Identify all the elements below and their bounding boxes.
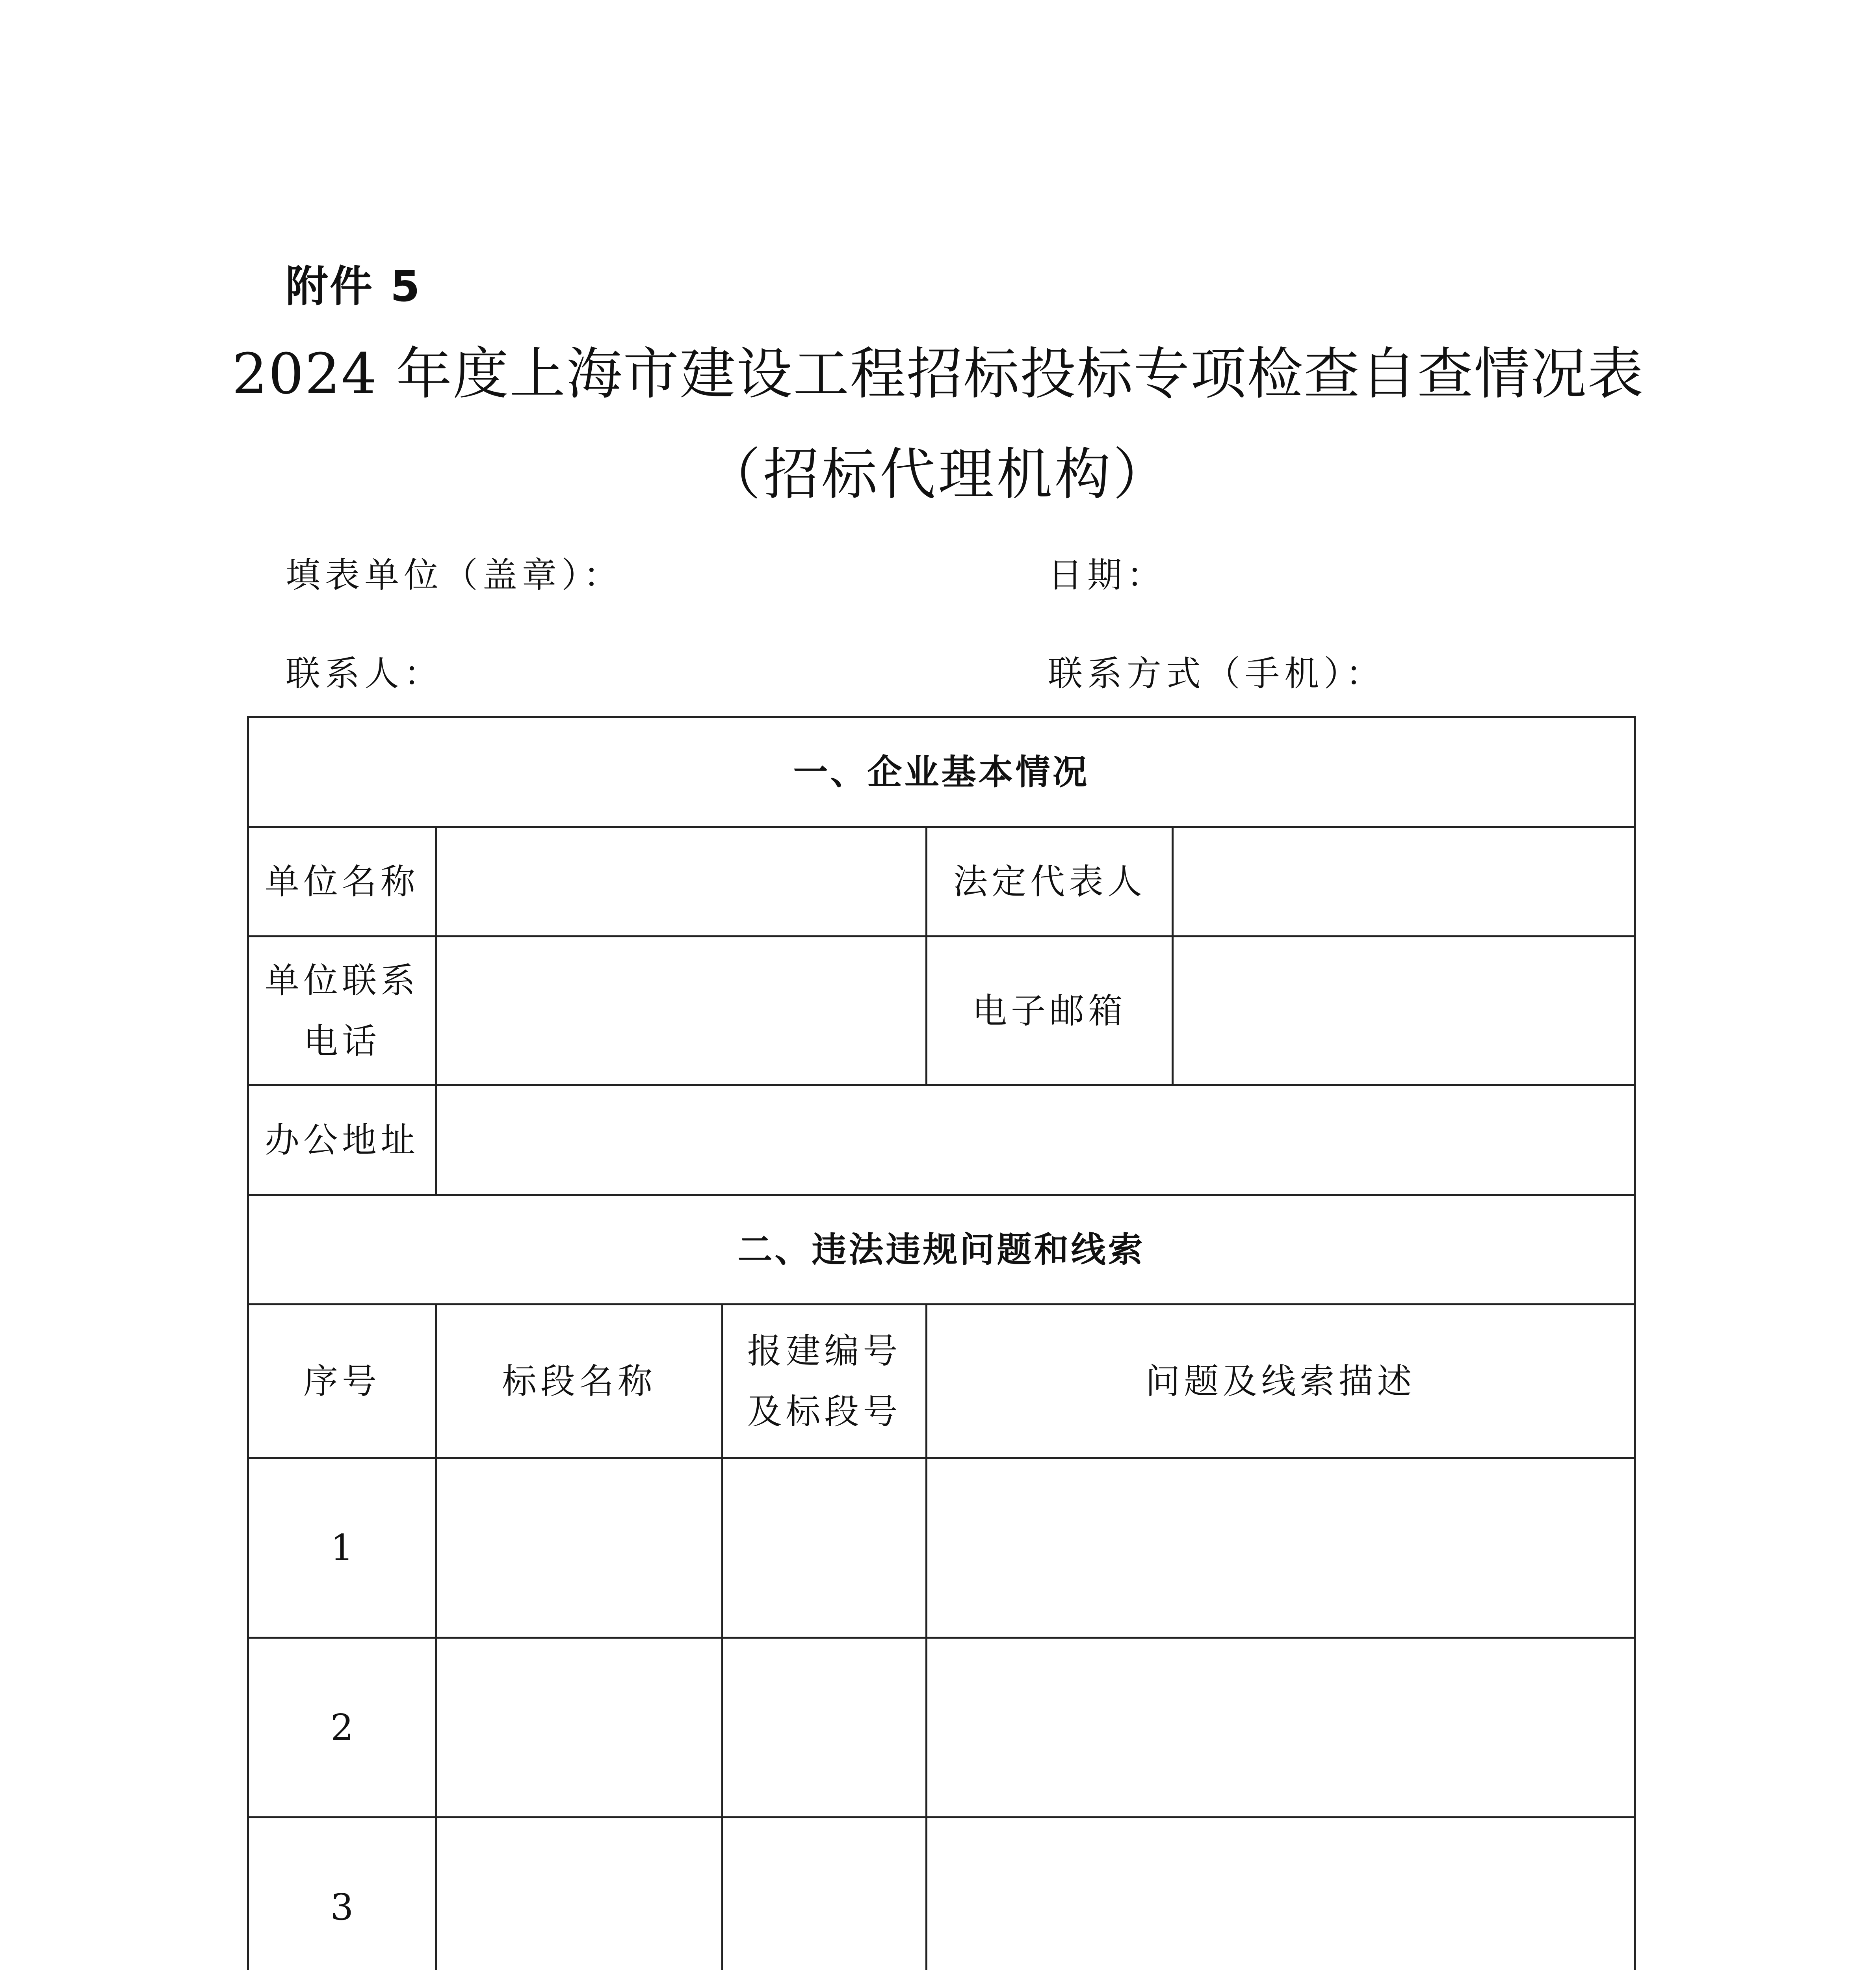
section-1-title: 一、企业基本情况 <box>248 717 1635 827</box>
seq-header: 序号 <box>248 1305 436 1458</box>
self-check-form-table <box>247 716 1636 1970</box>
contact-phone-label: 联系方式（手机）： <box>1048 653 1386 694</box>
page-title: 2024 年度上海市建设工程招标投标专项检查自查情况表 <box>232 342 1644 407</box>
description-cell[interactable] <box>927 1818 1635 1970</box>
row-seq: 2 <box>248 1638 436 1818</box>
attachment-label: 附件 5 <box>286 262 422 311</box>
email-label: 电子邮箱 <box>927 937 1173 1085</box>
registration-no-cell[interactable] <box>723 1818 927 1970</box>
section-name-cell[interactable] <box>436 1818 723 1970</box>
section-name-header: 标段名称 <box>436 1305 723 1458</box>
legal-representative-label: 法定代表人 <box>927 827 1173 937</box>
registration-no-header-line1: 报建编号 <box>747 1330 902 1371</box>
registration-no-header <box>723 1305 927 1458</box>
registration-no-cell[interactable] <box>723 1638 927 1818</box>
unit-name-field[interactable] <box>436 827 927 937</box>
page-subtitle: （招标代理机构） <box>705 442 1171 507</box>
date-label: 日期： <box>1048 555 1166 595</box>
table-row <box>248 1818 1635 1970</box>
office-address-field[interactable] <box>436 1085 1635 1195</box>
table-row <box>248 1458 1635 1638</box>
registration-no-cell[interactable] <box>723 1458 927 1638</box>
description-header: 问题及线索描述 <box>927 1305 1635 1458</box>
section-name-cell[interactable] <box>436 1638 723 1818</box>
description-cell[interactable] <box>927 1458 1635 1638</box>
registration-no-header-line2: 及标段号 <box>747 1391 902 1432</box>
section-2-title: 二、违法违规问题和线索 <box>248 1195 1635 1305</box>
unit-phone-label <box>248 937 436 1085</box>
legal-representative-field[interactable] <box>1173 827 1635 937</box>
email-field[interactable] <box>1173 937 1635 1085</box>
description-cell[interactable] <box>927 1638 1635 1818</box>
section-name-cell[interactable] <box>436 1458 723 1638</box>
unit-phone-label-line2: 电话 <box>303 1020 381 1061</box>
office-address-label: 办公地址 <box>248 1085 436 1195</box>
unit-name-label: 单位名称 <box>248 827 436 937</box>
contact-person-label: 联系人： <box>286 653 444 694</box>
unit-stamp-label: 填表单位（盖章）： <box>286 555 623 595</box>
unit-phone-label-line1: 单位联系 <box>264 960 419 1001</box>
table-row <box>248 1638 1635 1818</box>
row-seq: 3 <box>248 1818 436 1970</box>
unit-phone-field[interactable] <box>436 937 927 1085</box>
row-seq: 1 <box>248 1458 436 1638</box>
